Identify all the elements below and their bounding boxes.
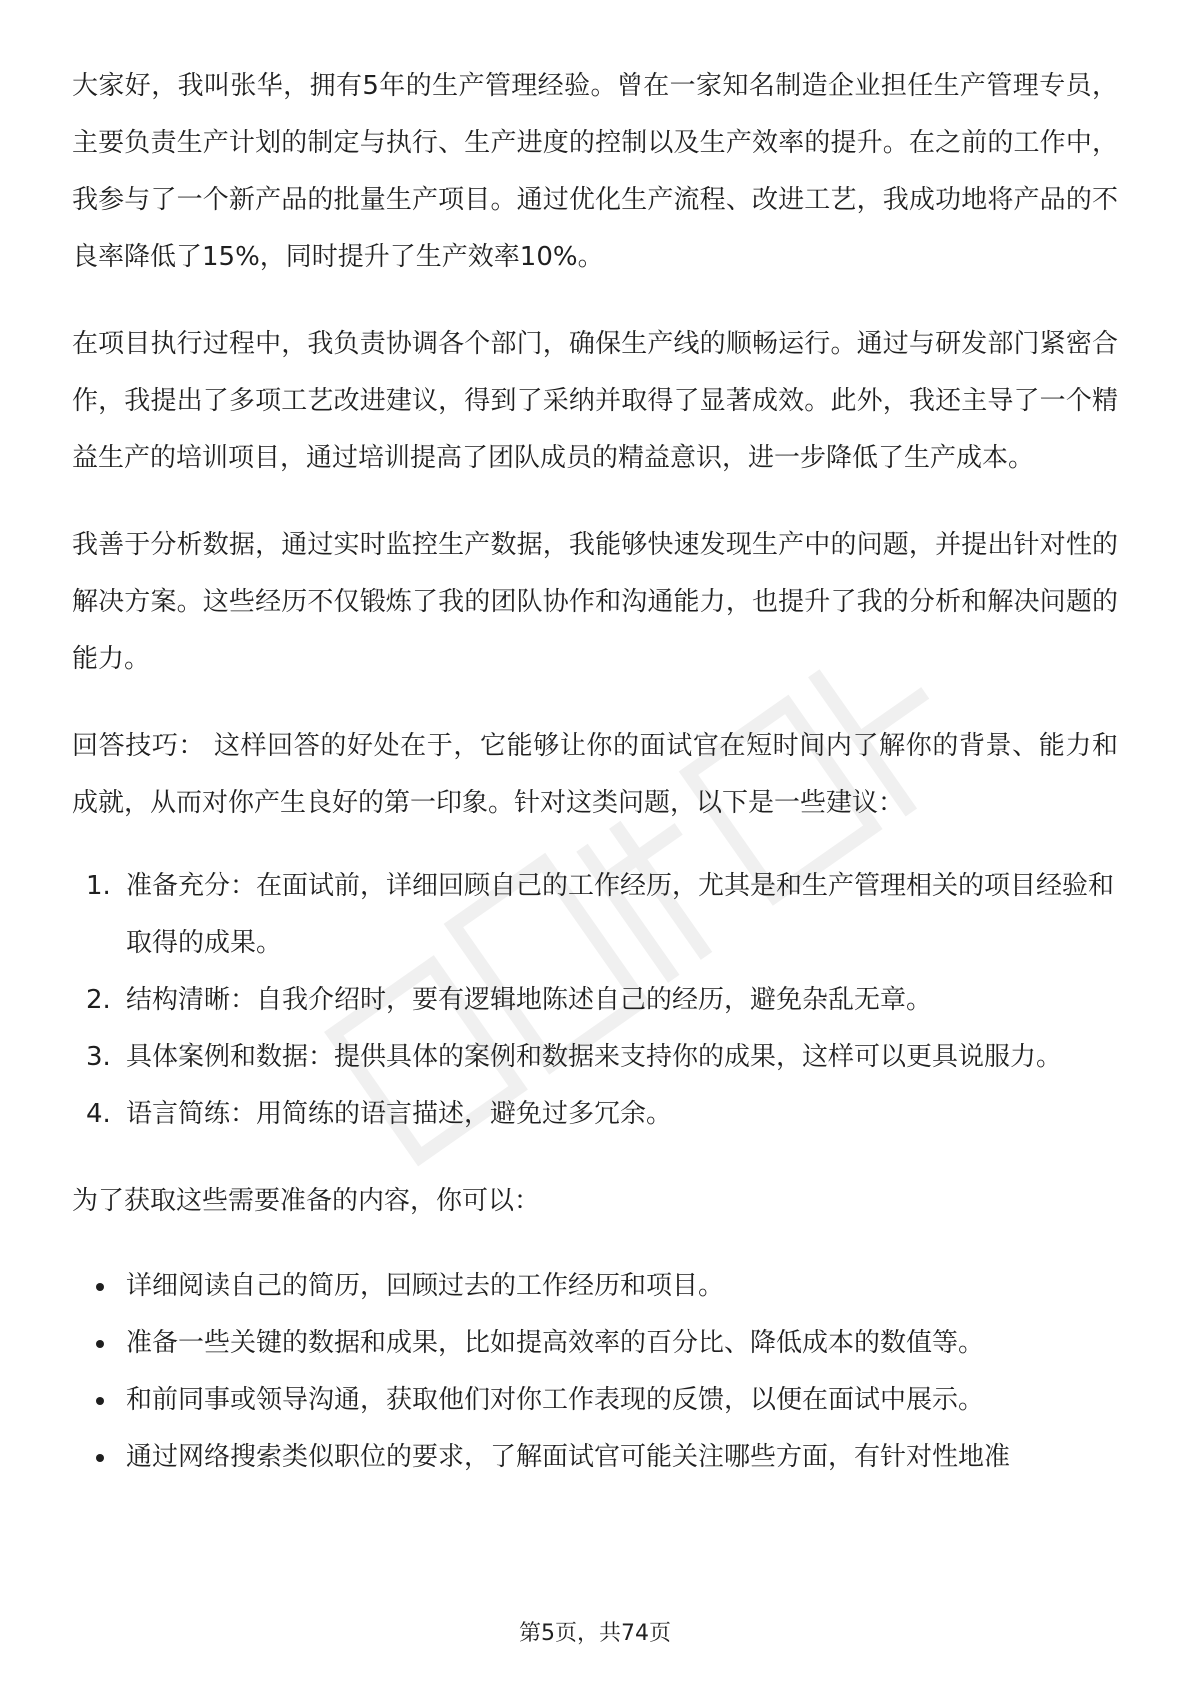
list-item-text: 语言简练：用简练的语言描述，避免过多冗余。 [126,1099,673,1129]
paragraph-analysis: 我善于分析数据，通过实时监控生产数据，我能够快速发现生产中的问题，并提出针对性的解决方案。这些经历不仅锻炼了我的团队协作和沟通能力，也提升了我的分析和解决问题的能力。 [72,530,1118,674]
preparation-list [72,1258,1118,1486]
list-item-text: 和前同事或领导沟通，获取他们对你工作表现的反馈，以便在面试中展示。 [126,1385,985,1415]
list-item [72,1315,1118,1372]
paragraph-preparation: 为了获取这些需要准备的内容，你可以： [72,1186,541,1216]
list-item-text: 通过网络搜索类似职位的要求，了解面试官可能关注哪些方面，有针对性地准 [126,1442,1011,1472]
paragraph-project: 在项目执行过程中，我负责协调各个部门，确保生产线的顺畅运行。通过与研发部门紧密合作，我提出了多项工艺改进建议，得到了采纳并取得了显著成效。此外，我还主导了一个精益生产的培训项目，通过培训提高了团队成员的精益意识，进一步降低了生产成本。 [72,329,1118,473]
list-item [72,1372,1118,1429]
list-item [72,1029,1118,1086]
paragraph-answer-tips: 回答技巧： 这样回答的好处在于，它能够让你的面试官在短时间内了解你的背景、能力和成就，从而对你产生良好的第一印象。针对这类问题，以下是一些建议： [72,731,1118,818]
list-number: 3. [86,1042,111,1072]
tips-list [72,858,1118,1143]
list-item-text: 准备一些关键的数据和成果，比如提高效率的百分比、降低成本的数值等。 [126,1328,985,1358]
bullet-icon [96,1283,104,1291]
list-number: 1. [86,871,111,901]
list-item [72,858,1118,972]
paragraph-intro: 大家好，我叫张华，拥有5年的生产管理经验。曾在一家知名制造企业担任生产管理专员，主要负责生产计划的制定与执行、生产进度的控制以及生产效率的提升。在之前的工作中，我参与了一个新产品的批量生产项目。通过优化生产流程、改进工艺，我成功地将产品的不良率降低了15%，同时提升了生产效率10%。 [72,71,1118,272]
list-item [72,1086,1118,1143]
list-number: 2. [86,985,111,1015]
list-item [72,1429,1118,1486]
bullet-icon [96,1454,104,1462]
bullet-icon [96,1340,104,1348]
list-number: 4. [86,1099,111,1129]
list-item [72,972,1118,1029]
list-item-text: 结构清晰：自我介绍时，要有逻辑地陈述自己的经历，避免杂乱无章。 [126,985,933,1015]
page-number: 第5页，共74页 [519,1621,671,1646]
list-item [72,1258,1118,1315]
list-item-text: 准备充分：在面试前，详细回顾自己的工作经历，尤其是和生产管理相关的项目经验和取得的成果。 [126,871,1115,958]
list-item-text: 详细阅读自己的简历，回顾过去的工作经历和项目。 [126,1271,725,1301]
document-body [72,58,1118,1486]
list-item-text: 具体案例和数据：提供具体的案例和数据来支持你的成果，这样可以更具说服力。 [126,1042,1063,1072]
bullet-icon [96,1397,104,1405]
